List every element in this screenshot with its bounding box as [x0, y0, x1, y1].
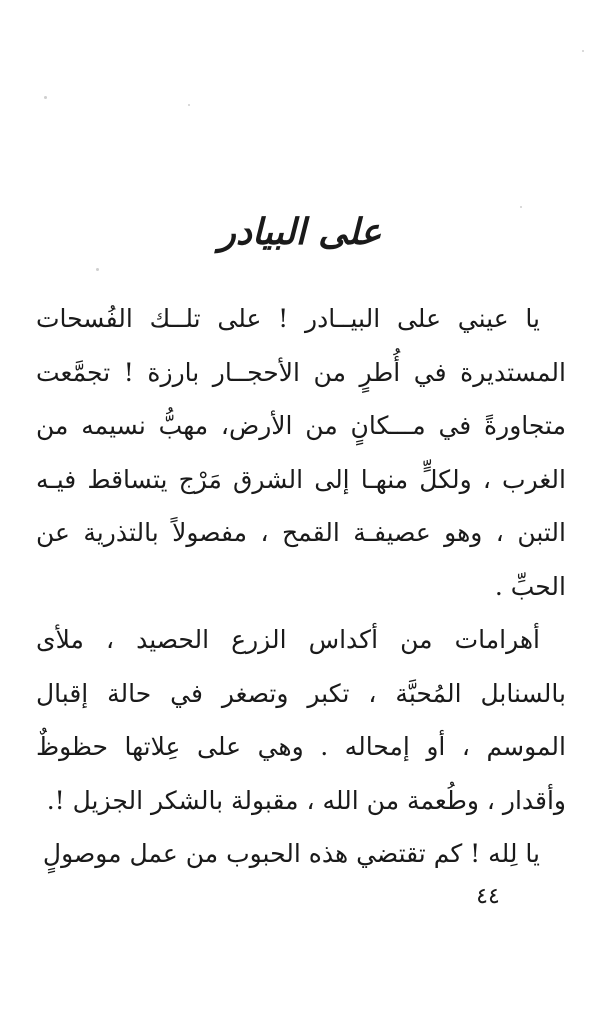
scan-speck	[96, 268, 99, 271]
chapter-title: على البيادر	[218, 211, 382, 253]
paragraph	[36, 613, 566, 827]
paragraph-text: يا لِله ! كم تقتضي هذه الحبوب من عمل موصولٍ	[42, 839, 540, 868]
page-number: ٤٤	[476, 884, 500, 909]
scan-speck	[582, 50, 584, 52]
paragraph	[36, 827, 566, 881]
paragraph-text: يا عيني على البيــادر ! على تلــك الفُسحات المستديرة في أُطرٍ من الأحجــار بارزة ! تجمَّعت متجاورةً في مـــكانٍ من الأرض، مهبُّ نسيمه من الغرب ، ولكلٍّ منهـا إلى الشرق مَرْج يتساقط فيـه التبن ، وهو عصيفـة القمح ، مفصولاً بالتذرية عن الحبِّ .	[36, 304, 566, 601]
body-text	[36, 292, 566, 881]
scan-speck	[188, 104, 190, 106]
paragraph-text: أهرامات من أكداس الزرع الحصيد ، ملأى بالسنابل المُحبَّة ، تكبر وتصغر في حالة إقبال الموسم ، أو إمحاله . وهي على عِلاتها حظوظٌ وأقدار ، وطُعمة من الله ، مقبولة بالشكر الجزيل !.	[36, 625, 566, 815]
scan-speck	[44, 96, 47, 99]
paragraph	[36, 292, 566, 613]
